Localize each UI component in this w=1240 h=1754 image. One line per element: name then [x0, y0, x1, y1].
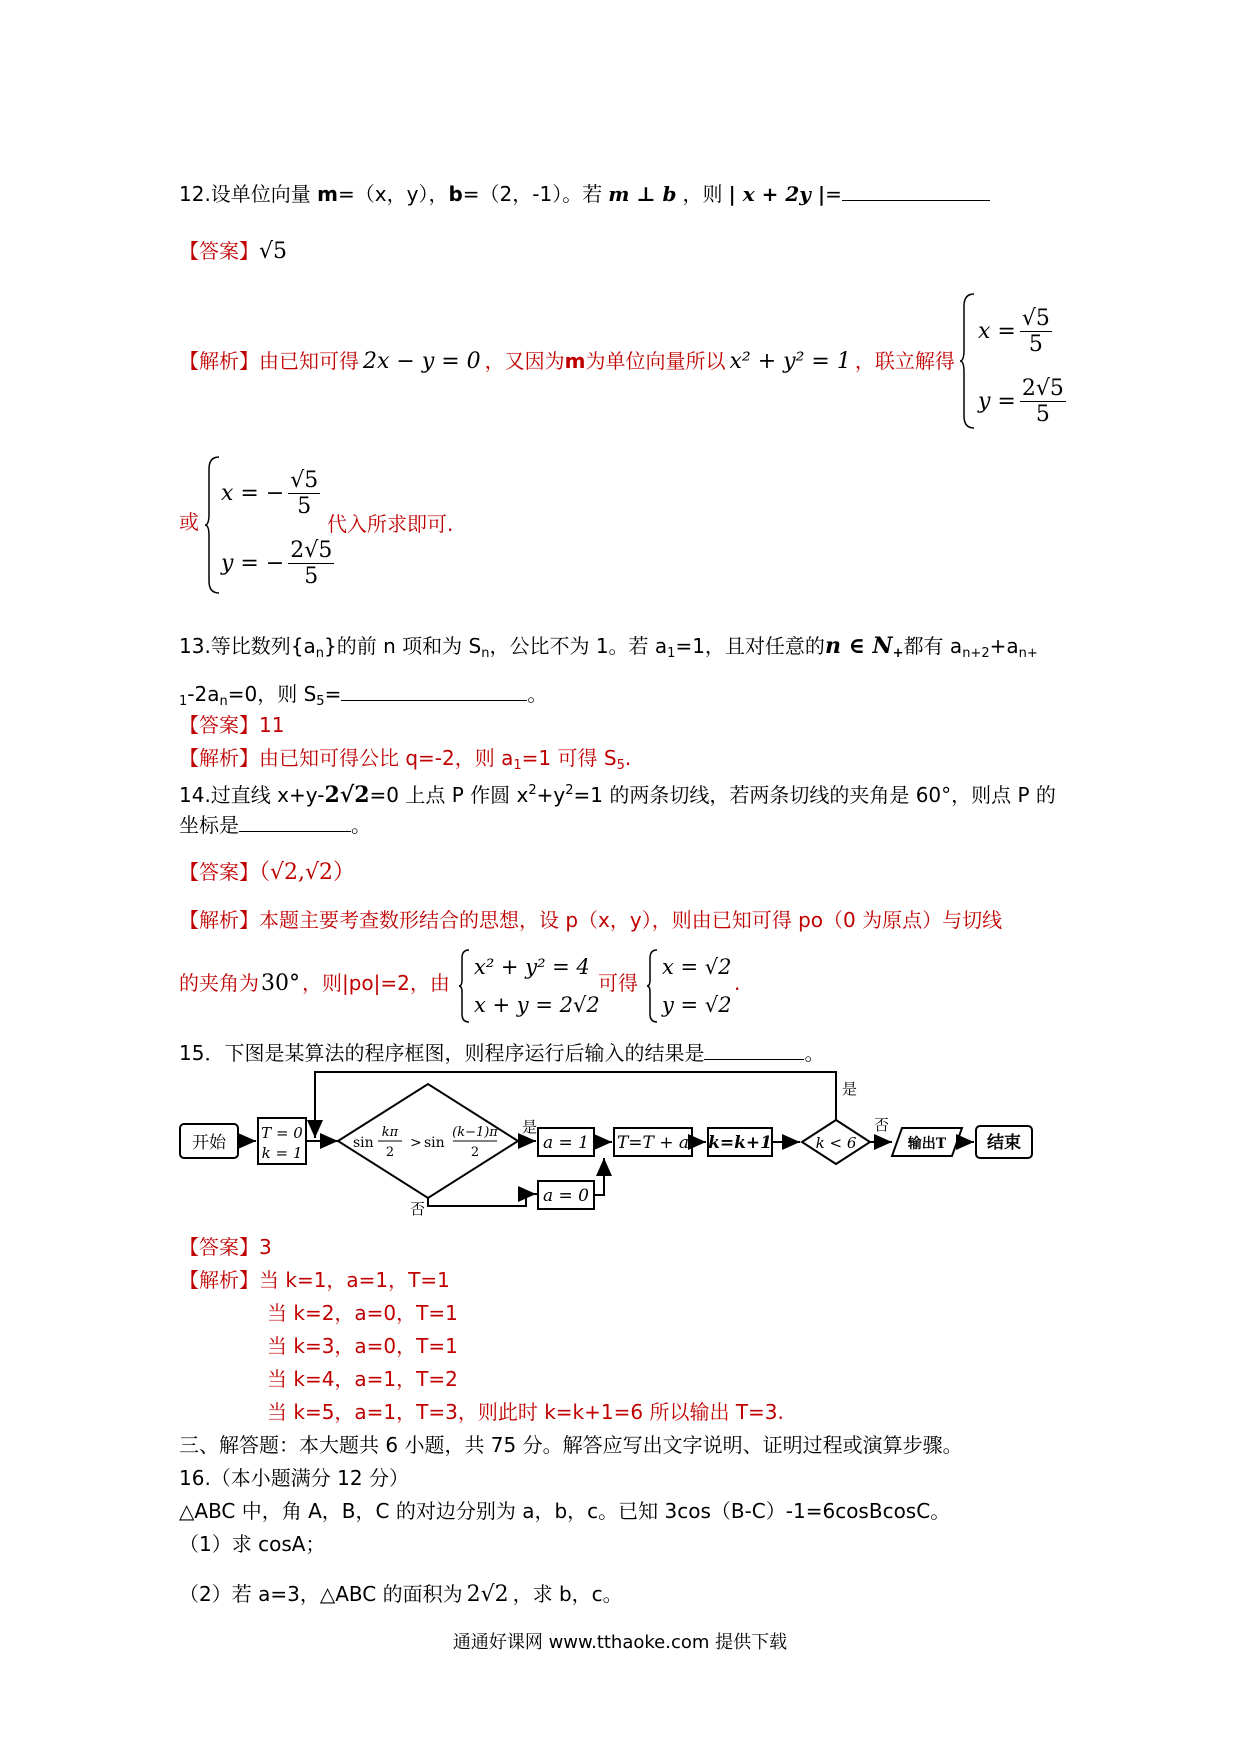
brace-icon — [960, 292, 976, 430]
q13-stem-line2: $_1-2a_n=0$，则 $S_5=$ 。 — [179, 678, 547, 716]
q12-analysis: 【解析】由已知可得 2x − y = 0 ，又因为m为单位向量所以 x² + y² = 1 ，联立解得 — [179, 349, 955, 374]
brace-icon — [205, 455, 221, 595]
flow-a1-label: a = 1 — [542, 1133, 590, 1153]
q14-answer: 【答案】（√2,√2） — [179, 860, 356, 885]
flow-k6-label: k < 6 — [815, 1134, 857, 1152]
flow-no2-label: 否 — [874, 1116, 890, 1134]
q12-tail: 代入所求即可. — [327, 512, 454, 536]
q15-analysis-label: 【解析】当 k=1，a=1，T=1 — [179, 1268, 450, 1292]
q15-answer: 【答案】3 — [179, 1235, 272, 1259]
q16-head: 16.（本小题满分 12 分） — [179, 1466, 409, 1490]
flow-end-label: 结束 — [987, 1133, 1021, 1153]
q16-stem: △ABC 中，角 A，B，C 的对边分别为 a，b，c。已知 3cos（B-C）-1=6cosBcosC。 — [179, 1499, 951, 1523]
q14-stem-line1: 14.过直线 x+y-2√2=0 上点 P 作圆 $x^2+y^2=1$ 的两条切线，若两条切线的夹角是 60°，则点 P 的 — [179, 782, 1056, 808]
section-heading: 三、解答题：本大题共 6 小题，共 75 分。解答应写出文字说明、证明过程或演算步骤。 — [179, 1433, 963, 1457]
flow-start-label: 开始 — [192, 1133, 226, 1153]
flow-yes2-label: 是 — [842, 1080, 858, 1098]
q12-solution-1: x = $\frac{√5}{5}$ y = $\frac{2√5}{5}$ — [978, 305, 1064, 427]
q14-analysis-line1: 【解析】本题主要考查数形结合的思想，设 p（x，y），则由已知可得 po（0 为原点）与切线 — [179, 908, 1003, 932]
flow-cond-den1: 2 — [385, 1145, 395, 1160]
q16-part2: （2）若 a=3，△ABC 的面积为 2√2 ，求 b，c。 — [179, 1582, 623, 1607]
q13-answer: 【答案】11 — [179, 713, 285, 737]
page-footer: 通通好课网 www.tthaoke.com 提供下载 — [452, 1632, 788, 1653]
q14-analysis-line2: 的夹角为30° ，则|po|=2，由 — [179, 971, 450, 996]
q16-part1: （1）求 cosA； — [179, 1532, 326, 1556]
flowchart — [170, 1066, 1050, 1216]
q12-answer: 【答案】√5 — [179, 239, 288, 264]
flow-init-k: k = 1 — [261, 1144, 303, 1162]
flow-cond-sin2: sin — [424, 1135, 445, 1151]
q15-stem: 15．下图是某算法的程序框图，则程序运行后输入的结果是 。 — [179, 1037, 824, 1067]
q15-step: 当 k=4，a=1，T=2 — [267, 1367, 458, 1391]
q14-period: . — [734, 971, 741, 995]
flow-cond-num1: kπ — [381, 1125, 399, 1140]
q13-analysis: 【解析】由已知可得公比 q=-2，则 $a_1=1$ 可得 $S_5$. — [179, 746, 632, 773]
brace-icon — [459, 948, 471, 1024]
q15-answer-blank — [704, 1037, 804, 1060]
flow-no-label: 否 — [410, 1200, 426, 1216]
q14-system-2: x = √2 y = √2 — [662, 955, 732, 1017]
q14-obtain: 可得 — [598, 971, 638, 995]
flow-cond-sin1: sin — [353, 1135, 374, 1151]
flow-kk-label: k=k+1 — [708, 1133, 772, 1153]
q15-step: 当 k=3，a=0，T=1 — [267, 1334, 458, 1358]
flow-yes-label: 是 — [522, 1118, 538, 1136]
flow-cond-num2: (k−1)π — [452, 1125, 498, 1140]
flow-cond-den2: 2 — [470, 1145, 480, 1160]
q14-stem-line2: 坐标是 。 — [179, 809, 371, 839]
q13-stem-line1: 13.等比数列$\{a_n\}$的前 n 项和为 $S_n$，公比不为 1。若 $a_1=1$，且对任意的n ∈ $N_+$都有 $a_{n+2}+a_{n+}$ — [179, 633, 1038, 661]
q15-step: 当 k=2，a=0，T=1 — [267, 1301, 458, 1325]
flow-output-label: 输出T — [907, 1136, 947, 1152]
brace-icon — [647, 948, 659, 1024]
q14-system-1: x² + y² = 4 x + y = 2√2 — [474, 955, 600, 1017]
q12-solution-2: x = − $\frac{√5}{5}$ y = − $\frac{2√5}{5}$ — [221, 467, 333, 589]
q14-answer-blank — [239, 809, 351, 832]
flow-a0-label: a = 0 — [542, 1186, 590, 1206]
q15-step: 当 k=5，a=1，T=3，则此时 k=k+1=6 所以输出 T=3. — [267, 1400, 784, 1424]
flow-tt-label: T=T + a — [616, 1133, 690, 1153]
q13-answer-blank — [341, 678, 527, 701]
flow-init-t: T = 0 — [261, 1124, 303, 1142]
q12-stem: 12.设单位向量 m=（x，y），b=（2，-1）。若 m ⊥ b ，则 | x + 2y |= — [179, 178, 990, 208]
q12-or: 或 — [179, 510, 199, 534]
flow-cond-gt: > — [410, 1135, 422, 1151]
q12-answer-blank — [842, 178, 990, 201]
